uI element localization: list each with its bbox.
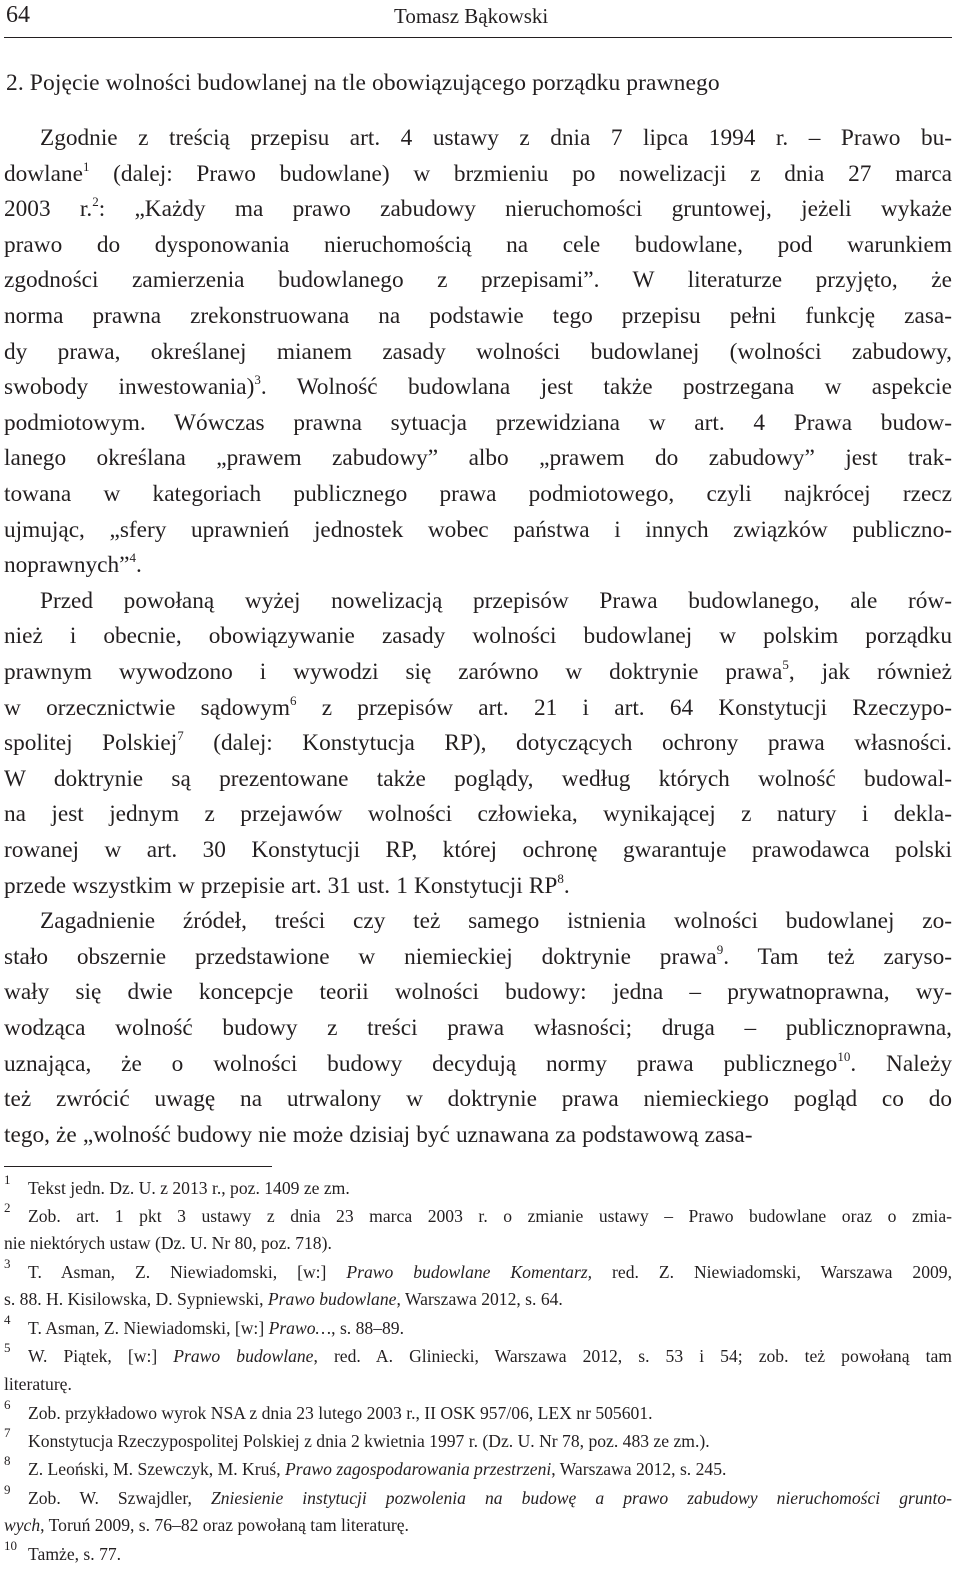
text-line: Zgodnie z treścią przepisu art. 4 ustawy z dnia 7 lipca 1994 r. – Prawo bu- xyxy=(40,125,952,151)
page-header xyxy=(4,0,952,38)
text-line: lanego określana „prawem zabudowy” albo „prawem do zabudowy” jest trak- xyxy=(4,445,952,472)
text-line: też zwrócić uwagę na utrwalony w doktrynie prawa niemieckiego pogląd co do xyxy=(4,1086,952,1113)
text-line: norma prawna zrekonstruowana na podstawie tego przepisu pełni funkcję zasa- xyxy=(4,303,952,329)
text-line: prawo do dysponowania nieruchomością na cele budowlane, pod warunkiem xyxy=(4,231,952,258)
footnote-number: 1 xyxy=(4,1172,11,1187)
text-line: tego, że „wolność budowy nie może dzisiaj być uznawana za podstawową zasa- xyxy=(4,1121,753,1148)
page-number: 64 xyxy=(6,2,30,28)
footnote-reference[interactable]: 5 xyxy=(782,657,789,673)
footnote-number: 8 xyxy=(4,1453,11,1468)
text-line: dy prawa, określanej mianem zasady wolności budowlanej (wolności zabudowy, xyxy=(4,338,952,365)
footnote-line: 9 Zob. W. Szwajdler, Zniesienie instytucji pozwolenia na budowę a prawo zabudowy nieruchomości grunto- xyxy=(4,1482,952,1508)
footnote-reference[interactable]: 10 xyxy=(837,1048,851,1064)
footnote-reference[interactable]: 4 xyxy=(129,550,136,566)
text-line: nież i obecnie, obowiązywanie zasady wolności budowlanej w polskim porządku xyxy=(4,623,952,650)
text-line: Przed powołaną wyżej nowelizacją przepisów Prawa budowlanego, ale rów- xyxy=(40,587,952,614)
footnote-line: 3 T. Asman, Z. Niewiadomski, [w:] Prawo budowlane Komentarz, red. Z. Niewiadomski, Warszawa 2009, xyxy=(4,1256,952,1282)
footnote-number: 7 xyxy=(4,1425,11,1440)
footnote-number: 9 xyxy=(4,1482,11,1497)
text-line: w orzecznictwie sądowym$^6$ z przepisów art. 21 i art. 64 Konstytucji Rzeczypo- xyxy=(4,692,952,721)
text-line: stało obszernie przedstawione w niemieckiej doktrynie prawa$^9$. Tam też zaryso- xyxy=(4,942,953,970)
text-line: Zagadnienie źródeł, treści czy też samego istnienia wolności budowlanej zo- xyxy=(40,908,952,935)
text-line: przede wszystkim w przepisie art. 31 ust. 1 Konstytucji $RP^8$. xyxy=(4,870,570,899)
text-line: swobody inwestowania)$^3$. Wolność budowlana jest także postrzegana w aspekcie xyxy=(4,372,952,401)
text-line: spolitej Polskiej$^7$ (dalej: Konstytucja RP), dotyczących ochrony prawa własności. xyxy=(4,728,953,757)
footnote-reference[interactable]: 2 xyxy=(92,194,99,210)
text-line: prawnym wywodzono i wywodzi się zarówno w doktrynie prawa$^5$, jak również xyxy=(4,657,952,685)
running-head-author: Tomasz Bąkowski xyxy=(394,4,549,28)
text-line: noprawnych”$^4$. xyxy=(4,550,142,579)
text-line: uznająca, że o wolności budowy decydują normy prawa publicznego$^{10}$. Należy xyxy=(4,1048,952,1077)
text-line: zgodności zamierzenia budowlanego z przepisami”. W literaturze przyjęto, że xyxy=(4,267,952,294)
footnote-number: 10 xyxy=(4,1538,17,1553)
footnote-line: 2 Zob. art. 1 pkt 3 ustawy z dnia 23 marca 2003 r. o zmianie ustawy – Prawo budowlane oraz o zmia- xyxy=(4,1200,952,1226)
text-line: ujmując, „sfery uprawnień jednostek wobec państwa i innych związków publiczno- xyxy=(4,516,952,543)
section-title: 2. Pojęcie wolności budowlanej na tle obowiązującego porządku prawnego xyxy=(6,70,720,96)
text-line: podmiotowym. Wówczas prawna sytuacja przewidziana w art. 4 Prawa budow- xyxy=(4,409,952,436)
footnote-number: 6 xyxy=(4,1397,11,1412)
footnote-reference[interactable]: 8 xyxy=(557,870,564,886)
footnote-separator xyxy=(4,1166,272,1167)
footnote-number: 5 xyxy=(4,1340,11,1355)
text-line: W doktrynie są prezentowane także poglądy, według których wolność budowal- xyxy=(4,765,952,792)
footnote-reference[interactable]: 6 xyxy=(289,692,297,708)
footnote-reference[interactable]: 9 xyxy=(716,942,724,958)
footnote-reference[interactable]: 1 xyxy=(82,158,90,174)
footnote-number: 3 xyxy=(4,1256,11,1271)
text-line: towana w kategoriach publicznego prawa podmiotowego, czyli najkrócej rzecz xyxy=(4,481,952,507)
footnote-number: 2 xyxy=(4,1200,11,1215)
text-line: na jest jednym z przejawów wolności człowieka, wynikającej z natury i dekla- xyxy=(4,801,952,828)
text-line: rowanej w art. 30 Konstytucji RP, której ochronę gwarantuje prawodawca polski xyxy=(4,837,952,863)
footnote-reference[interactable]: 3 xyxy=(254,372,261,388)
text-line: 2003 r.$^2$: „Każdy ma prawo zabudowy nieruchomości gruntowej, jeżeli wykaże xyxy=(4,194,953,223)
text-line: wodząca wolność budowy z treści prawa własności; druga – publicznoprawna, xyxy=(4,1015,952,1041)
footnote-reference[interactable]: 7 xyxy=(177,728,184,744)
text-line: wały się dwie koncepcje teorii wolności budowy: jedna – prywatnoprawna, wy- xyxy=(4,979,952,1006)
text-line: dowlane$^1$ (dalej: Prawo budowlane) w brzmieniu po nowelizacji z dnia 27 marca xyxy=(4,158,952,187)
footnote-line: 5 W. Piątek, [w:] Prawo budowlane, red. A. Gliniecki, Warszawa 2012, s. 53 i 54; zob. też powołaną tam xyxy=(4,1340,952,1366)
footnote-number: 4 xyxy=(4,1312,11,1327)
